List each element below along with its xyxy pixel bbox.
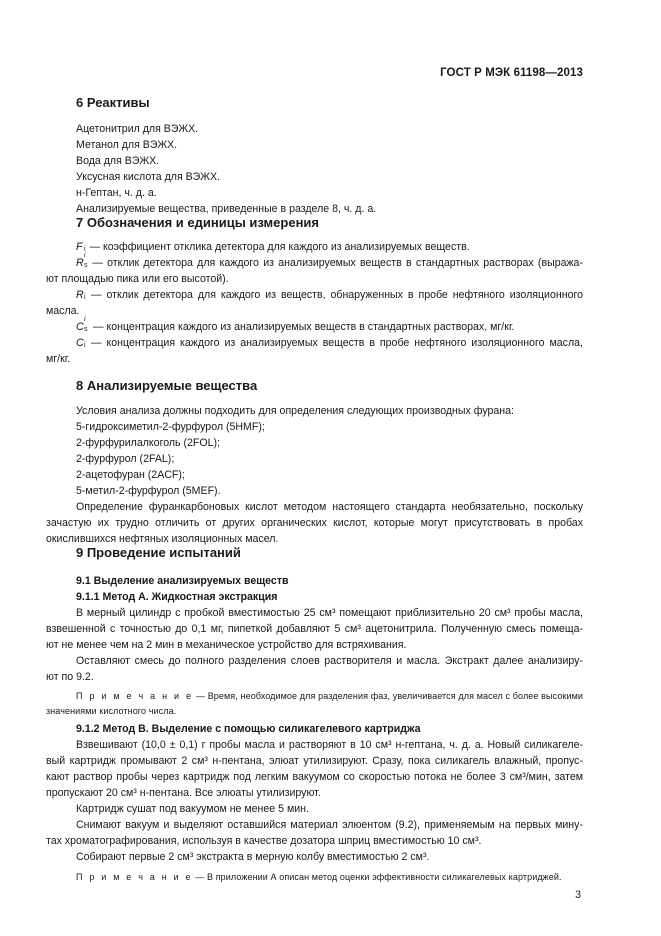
method-a-line: ют по 9.2. (46, 671, 94, 683)
symbol-ci: C i (76, 337, 86, 349)
reagent-line: Уксусная кислота для ВЭЖХ. (76, 171, 220, 183)
symbol-ri-definition-cont: масла. (46, 305, 80, 317)
analytes-intro: Условия анализа должны подходить для определения следующих производных фурана: (76, 405, 514, 417)
symbol-rs-definition: R i s — отклик детектора для каждого из анализируемых веществ в стандартных растворах (выража- (76, 256, 583, 272)
method-a-line: Оставляют смесь до полного разделения слоев растворителя и масла. Экстракт далее анализиру- (76, 655, 583, 667)
symbol-ci-definition-cont: мг/кг. (46, 353, 71, 365)
method-b-line: Собирают первые 2 см³ экстракта в мерную колбу вместимостью 2 см³. (76, 851, 430, 863)
analyte-item: 2-фурфурол (2FAL); (76, 453, 175, 465)
analytes-note-line: Определение фуранкарбоновых кислот методом настоящего стандарта необязательно, поскольку (76, 501, 583, 513)
symbol-rs-definition-cont: ют площадью пика или его высотой). (46, 273, 229, 285)
symbol-ri: R i (76, 289, 86, 301)
reagent-line: Вода для ВЭЖХ. (76, 155, 160, 167)
reagent-line: Анализируемые вещества, приведенные в разделе 8, ч. д. а. (76, 203, 377, 215)
method-a-line: взвешенной с точностью до 0,1 мг, пипеткой добавляют 5 см³ ацетонитрила. Полученную смесь помеща- (46, 623, 583, 635)
reagent-line: Метанол для ВЭЖХ. (76, 139, 178, 151)
section-9-1-2-title: 9.1.2 Метод В. Выделение с помощью силикагелевого картриджа (76, 723, 421, 735)
section-8-title: 8 Анализируемые вещества (76, 378, 258, 393)
reagent-line: н-Гептан, ч. д. а. (76, 187, 157, 199)
method-b-line: тах хроматографирования, используя в качестве дозатора шприц вместимостью 10 см³. (46, 835, 482, 847)
symbol-f: F i (76, 241, 86, 253)
method-a-line: ют не менее чем на 2 мин в механическое устройство для встряхивания. (46, 639, 407, 651)
page-number: 3 (575, 889, 581, 901)
method-b-line: Картридж сушат под вакуумом не менее 5 мин. (76, 803, 309, 815)
symbol-ci-definition: C i — концентрация каждого из анализируемых веществ в пробе нефтяного изоляционного масла, (76, 336, 583, 352)
section-6-title: 6 Реактивы (76, 95, 150, 110)
section-9-title: 9 Проведение испытаний (76, 545, 241, 560)
method-b-line: вый картридж промывают 2 см³ н-пентана, элюат утилизируют. Сразу, пока силикагель влажный, пропус- (46, 755, 583, 767)
analyte-item: 5-метил-2-фурфурол (5MEF). (76, 485, 221, 497)
analyte-item: 5-гидроксиметил-2-фурфурол (5HMF); (76, 421, 265, 433)
method-a-line: В мерный цилиндр с пробкой вместимостью 25 см³ помещают приблизительно 20 см³ пробы масла, (76, 607, 583, 619)
symbol-cs: C i s (76, 316, 88, 333)
symbol-ri-definition: R i — отклик детектора для каждого из веществ, обнаруженных в пробе нефтяного изоляционного (76, 288, 583, 304)
standard-code-header: ГОСТ Р МЭК 61198—2013 (440, 67, 583, 79)
section-7-title: 7 Обозначения и единицы измерения (76, 215, 319, 230)
note-label: П р и м е ч а н и е (76, 691, 194, 701)
analyte-item: 2-ацетофуран (2ACF); (76, 469, 185, 481)
method-b-line: Взвешивают (10,0 ± 0,1) г пробы масла и растворяют в 10 см³ н-гептана, ч. д. а. Новый силикагеле- (76, 739, 583, 751)
reagent-line: Ацетонитрил для ВЭЖХ. (76, 123, 199, 135)
method-b-line: пропускают 20 см³ н-пентана. Все элюаты утилизируют. (46, 787, 321, 799)
note-1-cont: значениями кислотного числа. (46, 706, 177, 716)
note-1: П р и м е ч а н и е — Время, необходимое для разделения фаз, увеличивается для масел с более высокими (76, 691, 584, 701)
symbol-f-definition: F i — коэффициент отклика детектора для каждого из анализируемых веществ. (76, 240, 470, 256)
method-b-line: кают раствор пробы через картридж под легким вакуумом со скоростью потока не более 3 см³/мин, затем (46, 771, 583, 783)
section-9-1-title: 9.1 Выделение анализируемых веществ (76, 575, 289, 587)
note-label: П р и м е ч а н и е (76, 872, 193, 882)
symbol-cs-definition: C i s — концентрация каждого из анализируемых веществ в стандартных растворах, мг/кг. (76, 320, 514, 336)
symbol-rs: R i s (76, 252, 88, 269)
note-2: П р и м е ч а н и е — В приложении А описан метод оценки эффективности силикагелевых картриджей. (76, 872, 562, 882)
analytes-note-line: зачастую их трудно отличить от других органических кислот, которые могут присутствовать в пробах (46, 517, 583, 529)
analyte-item: 2-фурфурилалкоголь (2FOL); (76, 437, 220, 449)
section-9-1-1-title: 9.1.1 Метод А. Жидкостная экстракция (76, 591, 278, 603)
method-b-line: Снимают вакуум и выделяют оставшийся материал элюентом (9.2), применяемым на первых мину- (76, 819, 583, 831)
analytes-note-line: окислившихся нефтяных изоляционных масел. (46, 533, 279, 545)
